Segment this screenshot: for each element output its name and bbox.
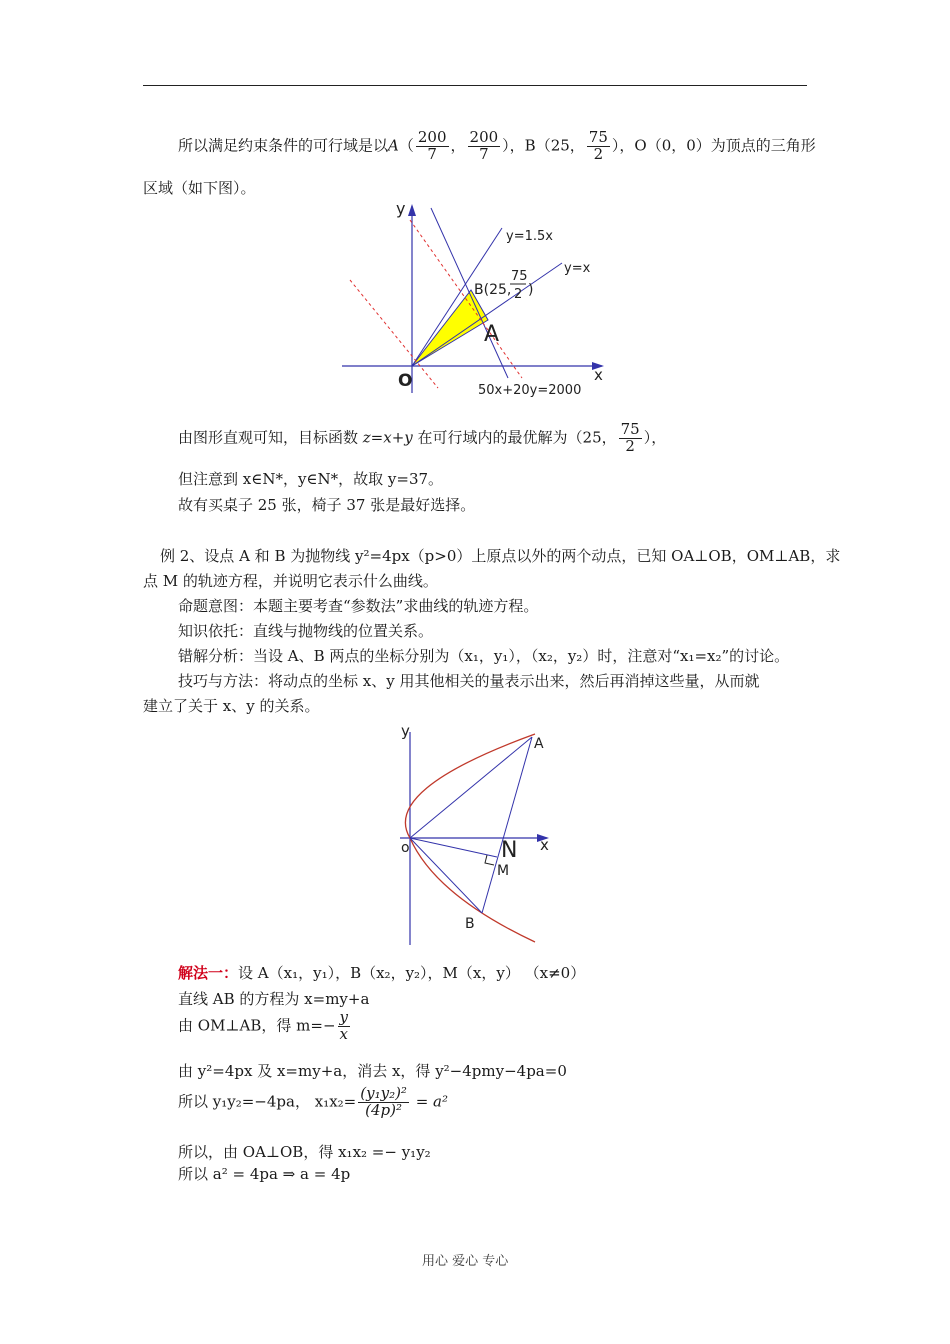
point-b-label: B — [465, 916, 475, 932]
paragraph-optimal: 由图形直观可知，目标函数 z=x+y 在可行域内的最优解为（25， $\frac{75}{2}$ ）， — [178, 420, 667, 455]
example2-method2: 建立了关于 x、y 的关系。 — [143, 697, 320, 715]
solution-line7: 所以 a² = 4pa ⇒ a = 4p — [178, 1165, 351, 1183]
solution-line2: 直线 AB 的方程为 x=my+a — [178, 990, 370, 1008]
page-footer: 用心 爱心 专心 — [422, 1254, 509, 1269]
solution-line5: 所以 y₁y₂=−4pa， x₁x₂= $\frac{\text{(y₁y₂)²}}{\text{(4p)²}}$ = a² — [178, 1084, 449, 1119]
point-m-label: M — [497, 863, 510, 879]
x-axis-label: x — [594, 366, 603, 384]
fraction-a-x: $\frac{200}{7}$ — [417, 128, 447, 163]
paragraph-feasible-region-line2: 区域（如下图）。 — [143, 179, 256, 197]
example2-method1: 技巧与方法：将动点的坐标 x、y 用其他相关的量表示出来，然后再消掉这些量，从而就 — [178, 672, 760, 690]
feasible-triangle — [412, 290, 488, 366]
example2-line2: 点 M 的轨迹方程，并说明它表示什么曲线。 — [143, 572, 438, 590]
segment-ob — [410, 838, 482, 913]
paragraph-feasible-region: 所以满足约束条件的可行域是以A（ $\frac{200}{7}$ ， $\frac{200}{7}$ ），B（25， $\frac{75}{2}$ ），O（0，0）为顶点的三角形 — [178, 128, 816, 163]
label-point-b-den: 2 — [514, 287, 523, 302]
header-rule — [143, 85, 807, 86]
label-point-b-close: ) — [528, 282, 534, 298]
label-point-a: A — [484, 322, 500, 347]
example2-basis: 知识依托：直线与抛物线的位置关系。 — [178, 622, 434, 640]
solution-line1: 解法一：设 A（x₁，y₁），B（x₂，y₂），M（x，y） （x≠0） — [178, 964, 586, 982]
origin-label: O — [398, 371, 413, 391]
y-axis-label: y — [401, 722, 410, 740]
fraction-b-y: $\frac{75}{2}$ — [588, 128, 608, 163]
objective-line-dashed-origin — [350, 280, 438, 388]
fraction-a-y: $\frac{200}{7}$ — [469, 128, 499, 163]
point-n-label: N — [501, 838, 518, 863]
line-x — [412, 263, 562, 366]
solution-line4: 由 y²=4px 及 x=my+a，消去 x，得 y²−4pmy−4pa=0 — [178, 1062, 567, 1080]
segment-om — [410, 838, 497, 857]
segment-ab — [482, 737, 532, 913]
figure-parabola — [395, 720, 565, 950]
origin-label: o — [401, 840, 410, 856]
solution-line3: 由 OM⊥AB，得 m=− $\frac{y}{x}$ — [178, 1008, 348, 1043]
fraction-x1x2: $\frac{\text{(y₁y₂)²}}{\text{(4p)²}}$ — [360, 1084, 407, 1119]
fraction-optimal: $\frac{75}{2}$ — [620, 420, 640, 455]
solution-title: 解法一： — [178, 964, 239, 982]
paragraph-conclusion: 故有买桌子 25 张，椅子 37 张是最好选择。 — [178, 496, 476, 514]
label-point-b: B(25, — [474, 282, 512, 298]
label-constraint: 50x+20y=2000 — [478, 383, 582, 398]
example2-intent: 命题意图：本题主要考查“参数法”求曲线的轨迹方程。 — [178, 597, 539, 615]
x-axis-label: x — [540, 836, 549, 854]
y-axis-label: y — [396, 199, 406, 218]
paragraph-integer: 但注意到 x∈N*，y∈N*，故取 y=37。 — [178, 470, 444, 488]
fraction-m: $\frac{y}{x}$ — [339, 1008, 348, 1043]
figure-feasible-region — [340, 198, 610, 398]
label-y-x: y=x — [564, 261, 591, 276]
example2-line1: 例 2、设点 A 和 B 为抛物线 y²=4px（p>0）上原点以外的两个动点，已知 OA⊥OB，OM⊥AB，求 — [160, 547, 841, 565]
solution-line6: 所以，由 OA⊥OB，得 x₁x₂ =− y₁y₂ — [178, 1143, 431, 1161]
label-1-5x: y=1.5x — [506, 229, 553, 244]
point-a-label: A — [534, 736, 544, 752]
label-point-b-num: 75 — [511, 269, 528, 284]
example2-error: 错解分析：当设 A、B 两点的坐标分别为（x₁，y₁），（x₂，y₂）时，注意对“x₁=x₂”的讨论。 — [178, 647, 790, 665]
